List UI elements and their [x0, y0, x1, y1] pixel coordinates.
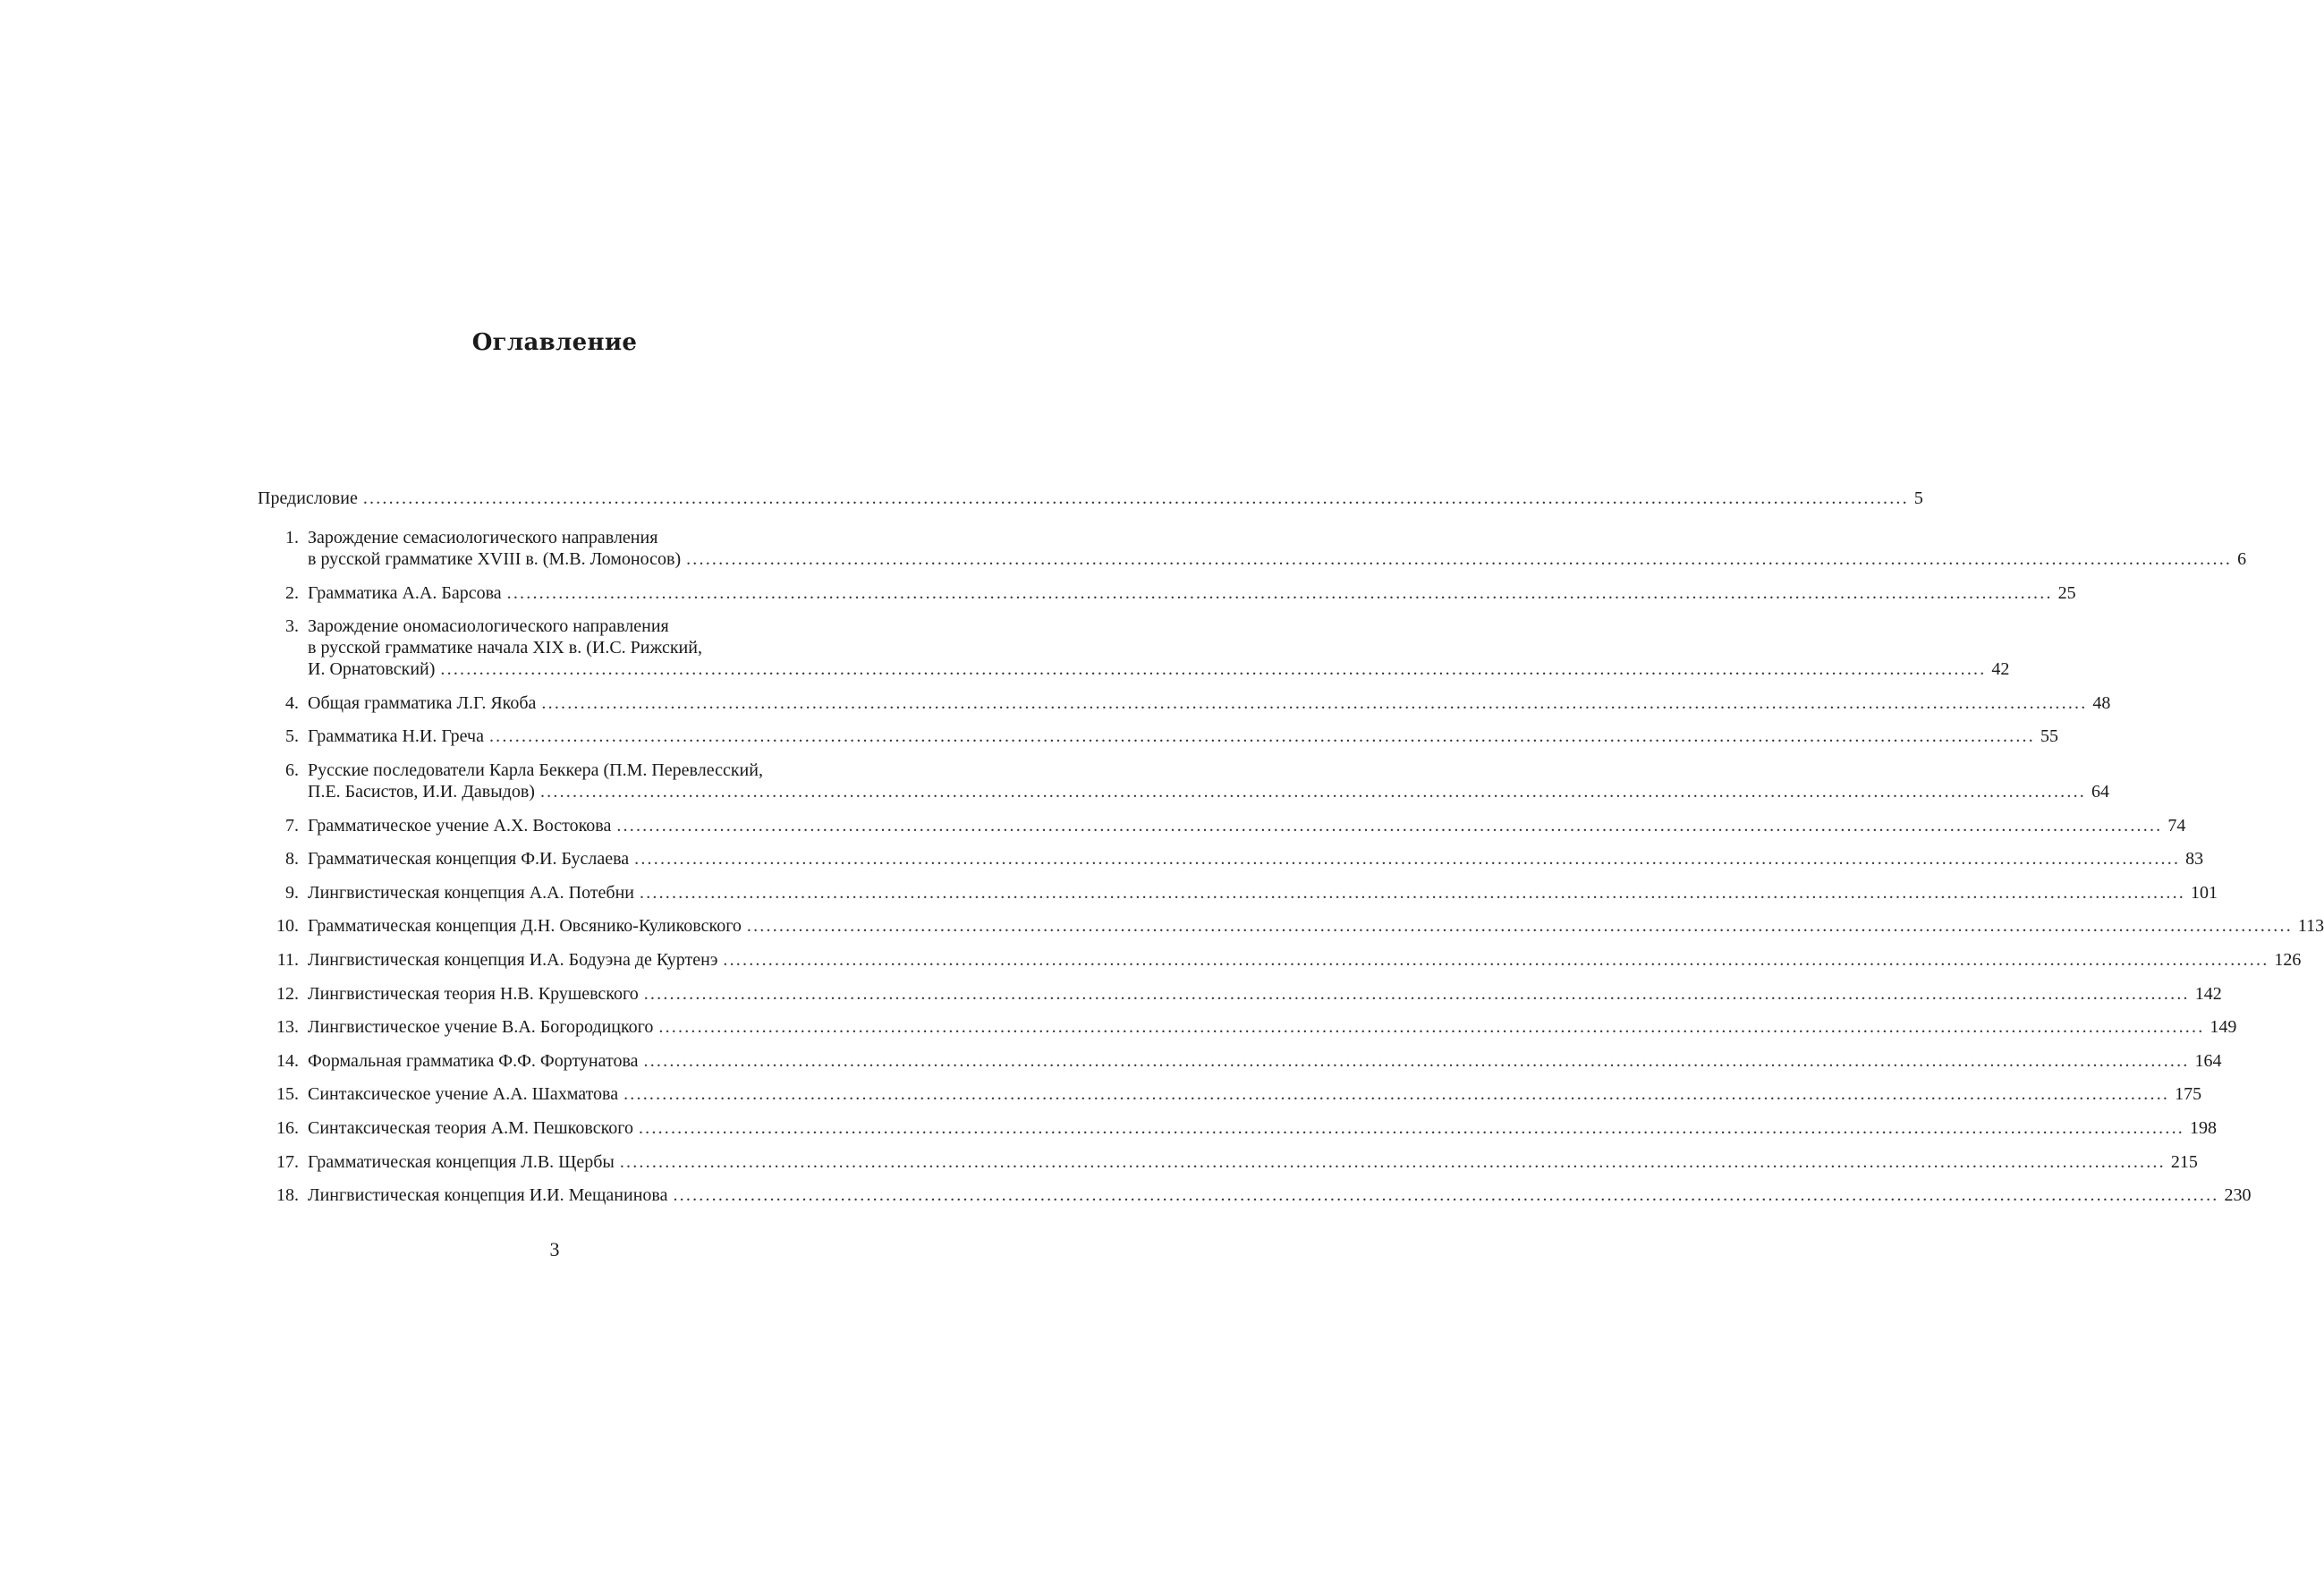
toc-dot-leader — [363, 488, 1909, 509]
toc-entry[interactable] — [258, 983, 2222, 1005]
toc-entry[interactable] — [258, 615, 2010, 680]
toc-entry-last-line — [308, 1117, 2217, 1139]
toc-entry-number: 7. — [285, 815, 299, 836]
toc-entry-page: 25 — [2057, 582, 2076, 603]
toc-entry-last-line — [308, 815, 2185, 836]
toc-entry-title: Лингвистическая концепция И.И. Мещанинова — [308, 1185, 668, 1206]
toc-entry-last-line — [308, 1050, 2222, 1072]
toc-dot-leader — [540, 781, 2086, 802]
toc-entry-page: 5 — [1913, 488, 1923, 508]
toc-entry-preface[interactable] — [258, 488, 1923, 509]
toc-entry-last-line — [308, 582, 2076, 604]
toc-entry-title-line: Зарождение ономасиологического направления — [308, 616, 669, 637]
toc-entry-page: 175 — [2175, 1084, 2202, 1105]
toc-entry-title: в русской грамматике XVIII в. (М.В. Ломоносов) — [308, 549, 682, 569]
toc-entry[interactable] — [258, 1184, 2252, 1206]
toc-dot-leader — [507, 582, 2053, 604]
toc-entry-page: 6 — [2237, 549, 2247, 569]
toc-entry-title: Грамматическая концепция Д.Н. Овсянико-Куликовского — [308, 916, 742, 937]
toc-entry-last-line — [308, 726, 2058, 747]
toc-dot-leader — [440, 658, 1986, 680]
toc-entry-page: 48 — [2092, 692, 2111, 713]
toc-dot-leader — [658, 1016, 2204, 1038]
toc-dot-leader — [640, 882, 2185, 904]
toc-entry-title: Лингвистическая концепция А.А. Потебни — [308, 882, 634, 903]
toc-entry-number: 16. — [276, 1117, 299, 1138]
page-title: Оглавление — [471, 329, 638, 356]
toc-dot-leader — [723, 949, 2269, 971]
toc-entry-number: 14. — [276, 1050, 299, 1071]
toc-entry-title-line: Русские последователи Карла Беккера (П.М. Перевлесский, — [308, 760, 763, 780]
toc-entry-title: Грамматическое учение А.Х. Востокова — [308, 815, 612, 836]
toc-entry-title: Грамматическая концепция Ф.И. Буслаева — [308, 849, 630, 870]
toc-entry-last-line — [258, 488, 1923, 509]
toc-entry[interactable] — [258, 1016, 2237, 1038]
toc-entry-body — [308, 760, 2109, 802]
toc-entry-body — [308, 915, 2324, 937]
toc-dot-leader — [644, 983, 2190, 1005]
toc-entry-last-line — [308, 658, 2009, 680]
toc-entry-body — [308, 1083, 2201, 1105]
toc-entry-title: Синтаксическое учение А.А. Шахматова — [308, 1084, 619, 1105]
toc-entry-title: Формальная грамматика Ф.Ф. Фортунатова — [308, 1050, 639, 1071]
toc-entry[interactable] — [258, 726, 2058, 747]
toc-entry-title: Общая грамматика Л.Г. Якоба — [308, 692, 537, 713]
toc-entry-title: Грамматика Н.И. Греча — [308, 726, 484, 747]
toc-dot-leader — [634, 848, 2180, 870]
toc-entry-number: 13. — [276, 1017, 299, 1038]
toc-entry-title: Лингвистическая теория Н.В. Крушевского — [308, 983, 639, 1004]
toc-entry-last-line — [308, 692, 2110, 714]
toc-entry-page: 198 — [2189, 1117, 2217, 1138]
toc-entry-page: 164 — [2194, 1050, 2222, 1071]
toc-entry-body — [308, 1016, 2236, 1038]
toc-entry-last-line — [308, 1151, 2198, 1173]
toc-entry-number: 11. — [276, 949, 299, 970]
toc-dot-leader — [644, 1050, 2190, 1072]
toc-entry[interactable] — [258, 848, 2204, 870]
toc-entry-body — [308, 1151, 2198, 1173]
toc-entry-body — [308, 1117, 2217, 1139]
toc-entry-title-line: Зарождение семасиологического направления — [308, 528, 658, 547]
toc-entry-page: 149 — [2209, 1017, 2237, 1038]
toc-entry[interactable] — [258, 1151, 2198, 1173]
toc-entry[interactable] — [258, 692, 2111, 714]
toc-entry-number: 6. — [285, 760, 299, 780]
toc-entry-number: 10. — [276, 916, 299, 937]
toc-entry-title: Лингвистическое учение В.А. Богородицкого — [308, 1017, 654, 1038]
toc-entry-last-line — [308, 548, 2246, 570]
toc-dot-leader — [639, 1117, 2184, 1139]
toc-entry[interactable] — [258, 882, 2218, 904]
toc-entry-number: 18. — [276, 1185, 299, 1206]
toc-dot-leader — [686, 548, 2232, 570]
toc-entry-number: 1. — [285, 528, 299, 547]
toc-entry-page: 42 — [1991, 659, 2010, 680]
toc-entry-last-line — [308, 848, 2203, 870]
toc-entry-body — [308, 527, 2246, 570]
page-number: 3 — [549, 1238, 560, 1260]
toc-entry-page: 142 — [2194, 983, 2222, 1004]
toc-entry-title: Синтаксическая теория А.М. Пешковского — [308, 1117, 633, 1138]
toc-entry-page: 64 — [2091, 781, 2109, 802]
toc-entry-page: 55 — [2040, 726, 2058, 747]
toc-entry-body — [308, 726, 2058, 747]
toc-entry-page: 101 — [2191, 882, 2218, 903]
toc-entry-body — [308, 615, 2009, 680]
toc-entry-number: 17. — [276, 1151, 299, 1172]
toc-dot-leader — [620, 1151, 2166, 1173]
toc-entry-body — [308, 983, 2222, 1005]
toc-entry[interactable] — [258, 582, 2076, 604]
toc-entry-last-line — [308, 781, 2109, 802]
toc-entry[interactable] — [258, 527, 2247, 570]
toc-entry-number: 12. — [276, 983, 299, 1004]
toc-entry-number: 15. — [276, 1084, 299, 1105]
toc-entry-number: 2. — [285, 582, 299, 603]
table-of-contents — [258, 488, 2324, 1218]
toc-entry-body — [258, 488, 1923, 509]
toc-dot-leader — [616, 815, 2162, 836]
toc-dot-leader — [623, 1083, 2169, 1105]
toc-entry[interactable] — [258, 760, 2109, 802]
toc-dot-leader — [747, 915, 2293, 937]
toc-entry-body — [308, 815, 2185, 836]
toc-entry[interactable] — [258, 1083, 2202, 1105]
toc-entry-number: 5. — [285, 726, 299, 747]
toc-entry-title: Лингвистическая концепция И.А. Бодуэна де Куртенэ — [308, 949, 718, 970]
toc-entry-title: Грамматика А.А. Барсова — [308, 582, 502, 603]
toc-entry-body — [308, 848, 2203, 870]
toc-entry-page: 230 — [2224, 1185, 2252, 1206]
toc-entry-page: 215 — [2170, 1151, 2198, 1172]
toc-entry[interactable] — [258, 915, 2324, 937]
toc-entry-last-line — [308, 1184, 2251, 1206]
toc-entry-body — [308, 1050, 2222, 1072]
toc-entry-body — [308, 582, 2076, 604]
toc-entry-title: П.Е. Басистов, И.И. Давыдов) — [308, 781, 535, 802]
toc-entry-title: Предисловие — [258, 488, 358, 508]
toc-entry[interactable] — [258, 1117, 2217, 1139]
toc-entry-page: 83 — [2185, 849, 2204, 870]
toc-entry-page: 74 — [2167, 815, 2186, 836]
toc-entry[interactable] — [258, 815, 2186, 836]
toc-dot-leader — [541, 692, 2087, 714]
toc-entry[interactable] — [258, 949, 2302, 971]
toc-entry-page: 126 — [2274, 949, 2302, 970]
toc-entry-body — [308, 882, 2218, 904]
toc-entry[interactable] — [258, 1050, 2222, 1072]
toc-entry-number: 4. — [285, 692, 299, 713]
toc-entry-last-line — [308, 983, 2222, 1005]
toc-entry-body — [308, 692, 2110, 714]
toc-entry-title-line: в русской грамматике начала XIX в. (И.С. Рижский, — [308, 638, 702, 658]
toc-entry-number: 8. — [285, 849, 299, 870]
toc-entry-body — [308, 949, 2301, 971]
toc-entry-last-line — [308, 882, 2218, 904]
toc-entry-number: 9. — [285, 882, 299, 903]
toc-dot-leader — [673, 1184, 2218, 1206]
toc-entry-page: 113 — [2297, 916, 2324, 937]
toc-entry-last-line — [308, 1016, 2236, 1038]
toc-entry-title: И. Орнатовский) — [308, 659, 436, 680]
toc-entry-last-line — [308, 1083, 2201, 1105]
toc-entry-number: 3. — [285, 616, 299, 637]
toc-entry-title: Грамматическая концепция Л.В. Щербы — [308, 1151, 615, 1172]
toc-dot-leader — [489, 726, 2035, 747]
toc-entry-last-line — [308, 915, 2324, 937]
toc-entry-body — [308, 1184, 2251, 1206]
toc-entry-last-line — [308, 949, 2301, 971]
